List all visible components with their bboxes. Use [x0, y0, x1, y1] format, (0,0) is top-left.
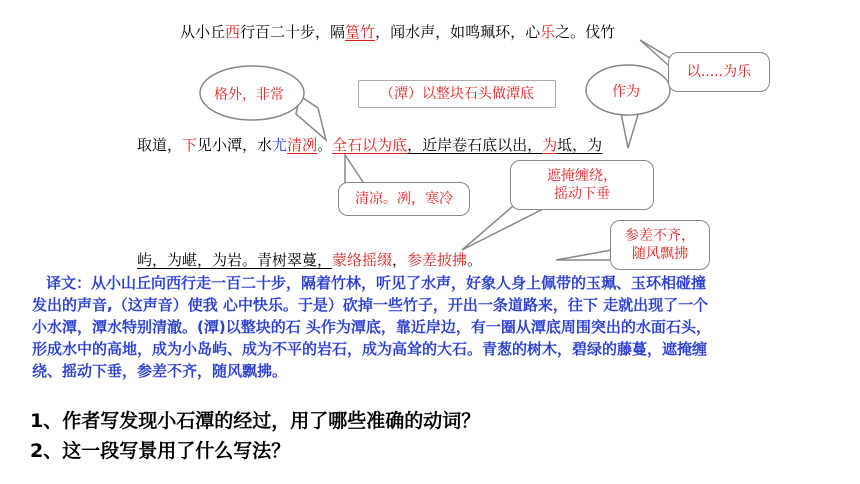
qingliang-callout-tail: [345, 155, 365, 185]
line2-seg: 取道，: [137, 136, 183, 154]
zheyan-text-2: 摇动下垂: [554, 186, 610, 202]
gewai-callout: 格外，非常: [214, 87, 284, 103]
line2-seg: 坻，为: [557, 136, 603, 154]
line3-seg: 。: [467, 251, 483, 269]
translation-line: 形成水中的高地，成为小岛屿、成为不平的岩石，成为高耸的大石。青葱的树木，碧绿的藤蔓，遮掩缠: [32, 340, 708, 358]
line2-seg: ，近岸卷石底以出，: [407, 136, 543, 154]
line3-seg: ，: [392, 251, 408, 269]
text-line-3: [137, 250, 482, 270]
cenci-text-1: 参差不齐，: [625, 228, 695, 244]
translation-paragraph: [32, 272, 840, 382]
question-2: 2、这一段写景用了什么写法？: [30, 440, 291, 462]
qingliang-text: 清凉。冽，寒冷: [355, 191, 453, 207]
line2-wei: 为: [542, 136, 558, 154]
line3-menglu: 蒙络摇缀: [332, 251, 393, 269]
yiweile-text: 以.....为乐: [686, 64, 752, 80]
text-line-2: [137, 135, 602, 155]
line2-xia: 下: [182, 136, 198, 154]
translation-line: 小水潭，潭水特别清澈。(潭)以整块的石 头作为潭底，靠近岸边，有一圈从潭底周围突出的水面石头，: [32, 318, 711, 336]
line3-cenci: 参差披拂: [407, 251, 468, 269]
line2-quanshi: 全石以为底: [332, 136, 408, 154]
zheyan-text-1: 遮掩缠绕，: [547, 168, 617, 184]
zuowei-callout: 作为: [612, 84, 640, 100]
line2-seg: 。: [317, 136, 333, 154]
line1-huangzhu: 篁竹: [345, 23, 376, 41]
translation-line: 译文：从小山丘向西行走一百二十步，隔着竹林，听见了水声，好象人身上佩带的玉珮、玉环相碰撞: [46, 274, 707, 292]
translation-line: 绕、摇动下垂，参差不齐，随风飘拂。: [32, 362, 288, 380]
line2-seg: 见小潭，水: [197, 136, 273, 154]
line1-seg: 从小丘: [180, 23, 226, 41]
yiweile-callout: [668, 52, 770, 92]
translation-line: 发出的声音,（这声音）使我 心中快乐。于是）砍掉一些竹子，开出一条道路来，往下 走就出现了一个: [32, 296, 709, 314]
qingliang-callout: [338, 182, 470, 216]
line2-qinglie: 清冽: [287, 136, 318, 154]
tan-board-text: （潭）以整块石头做潭底: [380, 86, 534, 102]
cenci-callout: [610, 220, 710, 270]
line1-seg: 行百二十步，隔: [240, 23, 346, 41]
tan-board-callout: [358, 80, 556, 108]
line1-le: 乐: [540, 23, 556, 41]
line1-xi: 西: [225, 23, 241, 41]
question-1: 1、作者写发现小石潭的经过，用了哪些准确的动词？: [30, 410, 481, 432]
line3-seg: 屿，为嵁，为岩。青树翠蔓，: [137, 251, 333, 269]
zheyan-callout: [510, 160, 654, 210]
line2-you: 尤: [272, 136, 288, 154]
line1-seg: 之。伐竹: [555, 23, 616, 41]
line1-seg: ，闻水声，如鸣珮环，心: [375, 23, 541, 41]
cenci-text-2: 随风飘拂: [632, 246, 688, 262]
text-line-1: [180, 22, 615, 42]
cenci-callout-tail: [556, 250, 612, 260]
